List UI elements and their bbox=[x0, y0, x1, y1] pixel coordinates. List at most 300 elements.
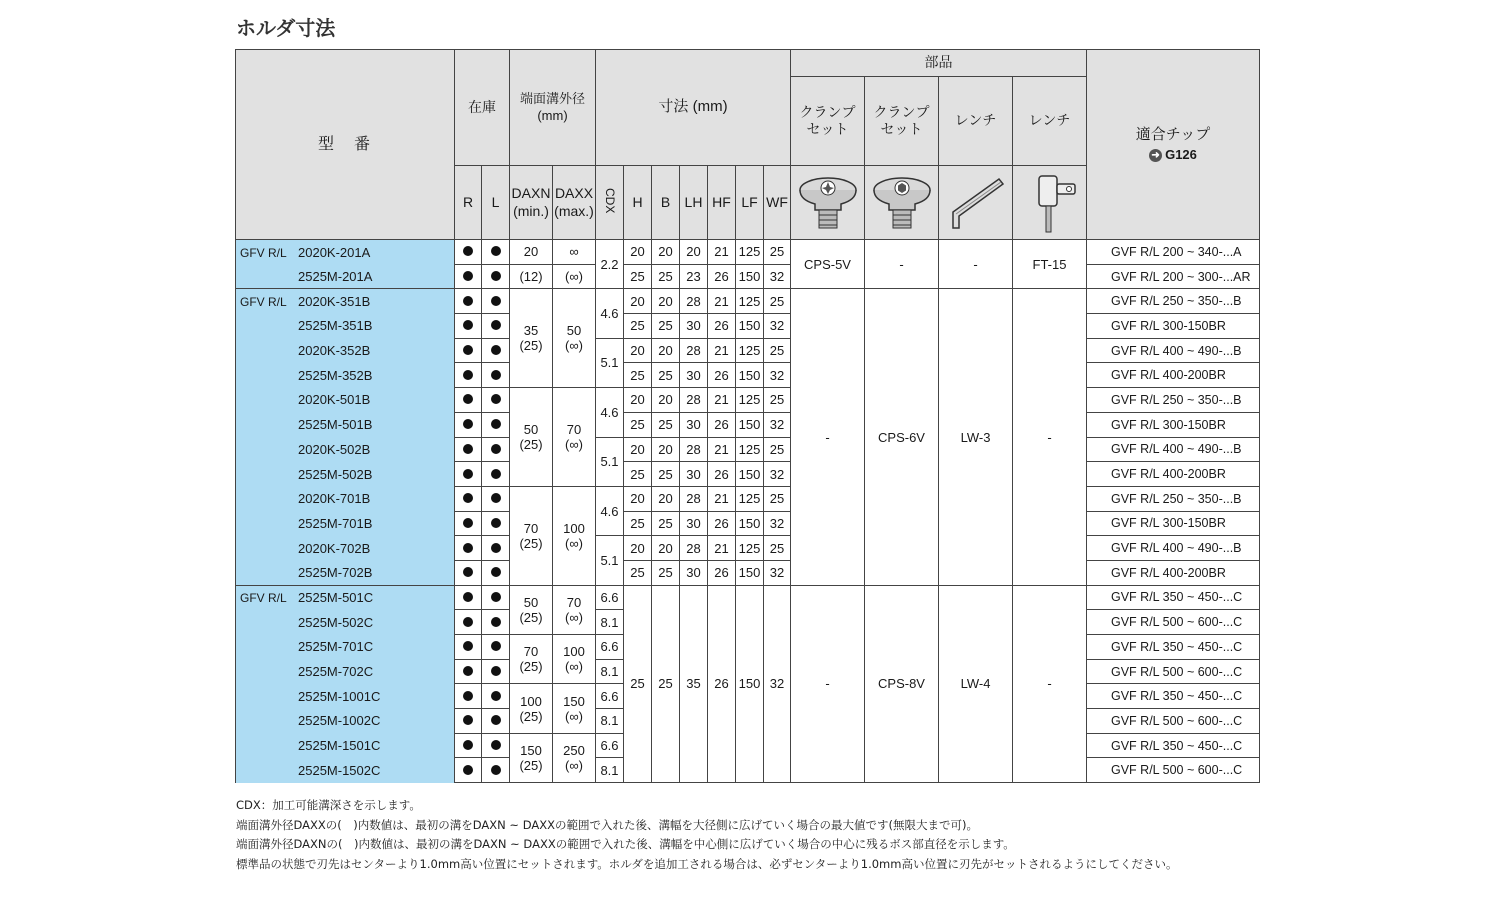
cdx-cell: 2.2 bbox=[596, 240, 624, 289]
model-cell bbox=[236, 585, 455, 610]
stock-dot-icon bbox=[463, 543, 473, 553]
stock-r bbox=[455, 264, 482, 289]
stock-l bbox=[482, 610, 510, 635]
header-daxx: DAXX (max.) bbox=[553, 166, 596, 240]
stock-l bbox=[482, 585, 510, 610]
chip-cell: GVF R/L 350 ~ 450-...C bbox=[1087, 635, 1260, 660]
stock-dot-icon bbox=[491, 543, 501, 553]
chip-cell: GVF R/L 500 ~ 600-...C bbox=[1087, 758, 1260, 783]
dim-h: 25 bbox=[624, 264, 652, 289]
wrench-1-cell: LW-4 bbox=[939, 585, 1013, 783]
daxn-cell-paren: (25) bbox=[519, 659, 543, 675]
dim-hf: 21 bbox=[708, 338, 736, 363]
stock-dot-icon bbox=[463, 271, 473, 281]
daxn-cell-value: 100 bbox=[520, 693, 542, 709]
dim-wf: 25 bbox=[764, 536, 791, 561]
dim-hf: 26 bbox=[708, 412, 736, 437]
model-code: 2525M-502B bbox=[298, 466, 373, 482]
daxx-cell-paren: (∞) bbox=[565, 609, 583, 625]
chip-cell: GVF R/L 400-200BR bbox=[1087, 363, 1260, 388]
page-title: ホルダ寸法 bbox=[236, 16, 336, 40]
table-row bbox=[236, 412, 1260, 437]
chip-cell: GVF R/L 250 ~ 350-...B bbox=[1087, 388, 1260, 413]
model-code: 2525M-1501C bbox=[298, 738, 381, 754]
model-code: 2525M-502C bbox=[298, 614, 374, 630]
stock-l bbox=[482, 314, 510, 339]
chip-cell: GVF R/L 250 ~ 350-...B bbox=[1087, 289, 1260, 314]
daxx-cell-paren: (∞) bbox=[565, 437, 583, 452]
wrench-1-cell: - bbox=[939, 240, 1013, 289]
model-code: 2525M-1001C bbox=[298, 688, 381, 704]
clamp-set-2-cell: CPS-6V bbox=[865, 289, 939, 585]
daxx-cell-value: 100 bbox=[563, 644, 585, 660]
table-row bbox=[236, 437, 1260, 462]
dim-lh: 28 bbox=[680, 388, 708, 413]
clamp-set-1-cell: - bbox=[791, 585, 865, 783]
stock-r bbox=[455, 758, 482, 783]
model-code: 2020K-702B bbox=[298, 540, 371, 556]
header-wrench-1: レンチ bbox=[939, 77, 1013, 166]
daxn-cell-value: 150 bbox=[520, 742, 542, 758]
dim-hf: 26 bbox=[708, 264, 736, 289]
model-cell bbox=[236, 289, 455, 314]
wrench-1-cell: LW-3 bbox=[939, 289, 1013, 585]
stock-r bbox=[455, 240, 482, 265]
header-chip bbox=[1087, 50, 1260, 240]
cdx-cell: 4.6 bbox=[596, 289, 624, 338]
dim-h: 20 bbox=[624, 437, 652, 462]
model-code: 2525M-702B bbox=[298, 565, 373, 581]
stock-r bbox=[455, 338, 482, 363]
dim-wf: 25 bbox=[764, 486, 791, 511]
stock-l bbox=[482, 264, 510, 289]
footnote: 端面溝外径DAXXの( )内数値は、最初の溝をDAXN ~ DAXXの範囲で入れた後、溝幅を大径側に広げていく場合の最大値です(無限大まで可)。 bbox=[236, 817, 978, 832]
stock-r bbox=[455, 733, 482, 758]
dim-h: 25 bbox=[624, 462, 652, 487]
model-code: 2020K-701B bbox=[298, 491, 371, 507]
torx-t-wrench-icon bbox=[1013, 166, 1087, 240]
stock-r bbox=[455, 635, 482, 660]
chip-cell: GVF R/L 400 ~ 490-...B bbox=[1087, 338, 1260, 363]
stock-dot-icon bbox=[463, 666, 473, 676]
dim-hf: 21 bbox=[708, 388, 736, 413]
cdx-cell: 6.6 bbox=[596, 733, 624, 758]
daxn-cell-paren: (25) bbox=[519, 535, 543, 551]
daxn-cell bbox=[510, 585, 553, 634]
cdx-cell: 8.1 bbox=[596, 659, 624, 684]
stock-l bbox=[482, 709, 510, 734]
model-code: 2525M-701B bbox=[298, 515, 373, 531]
model-cell bbox=[236, 560, 455, 585]
stock-dot-icon bbox=[491, 641, 501, 651]
model-prefix: GFV R/L bbox=[240, 294, 287, 309]
stock-dot-icon bbox=[463, 567, 473, 577]
dim-h: 20 bbox=[624, 388, 652, 413]
dim-wf: 25 bbox=[764, 388, 791, 413]
stock-r bbox=[455, 536, 482, 561]
stock-r bbox=[455, 560, 482, 585]
stock-dot-icon bbox=[491, 469, 501, 479]
chip-cell: GVF R/L 400 ~ 490-...B bbox=[1087, 437, 1260, 462]
dim-lh: 20 bbox=[680, 240, 708, 265]
dim-b: 25 bbox=[652, 412, 680, 437]
stock-dot-icon bbox=[463, 394, 473, 404]
chip-cell: GVF R/L 200 ~ 340-...A bbox=[1087, 240, 1260, 265]
header-parts: 部品 bbox=[791, 50, 1087, 77]
stock-dot-icon bbox=[491, 715, 501, 725]
wrench-2-cell: - bbox=[1013, 289, 1087, 585]
cdx-cell: 6.6 bbox=[596, 684, 624, 709]
chip-cell: GVF R/L 300-150BR bbox=[1087, 511, 1260, 536]
stock-dot-icon bbox=[491, 567, 501, 577]
dim-lf: 125 bbox=[736, 388, 764, 413]
chip-cell: GVF R/L 400-200BR bbox=[1087, 560, 1260, 585]
header-clamp-set-2: クランプ セット bbox=[865, 77, 939, 166]
model-code: 2525M-701C bbox=[298, 639, 374, 655]
table-row bbox=[236, 289, 1260, 314]
daxx-cell-paren: (∞) bbox=[565, 659, 583, 675]
model-code: 2020K-351B bbox=[298, 293, 371, 309]
stock-dot-icon bbox=[463, 419, 473, 429]
daxx-cell-value: 150 bbox=[563, 693, 585, 709]
dim-b: 25 bbox=[652, 462, 680, 487]
dim-lh: 35 bbox=[680, 585, 708, 783]
model-code: 2525M-501B bbox=[298, 417, 373, 433]
dim-hf: 26 bbox=[708, 363, 736, 388]
dim-wf: 32 bbox=[764, 363, 791, 388]
stock-dot-icon bbox=[463, 641, 473, 651]
dim-hf: 26 bbox=[708, 511, 736, 536]
daxx-cell-paren: (∞) bbox=[565, 535, 583, 551]
daxx-cell bbox=[553, 635, 596, 684]
stock-r bbox=[455, 437, 482, 462]
dim-lf: 125 bbox=[736, 486, 764, 511]
model-cell bbox=[236, 314, 455, 339]
model-cell bbox=[236, 264, 455, 289]
stock-r bbox=[455, 659, 482, 684]
model-cell bbox=[236, 536, 455, 561]
cdx-cell: 4.6 bbox=[596, 388, 624, 437]
cdx-cell: 8.1 bbox=[596, 758, 624, 783]
dim-h: 25 bbox=[624, 314, 652, 339]
dim-lh: 28 bbox=[680, 536, 708, 561]
chip-cell: GVF R/L 500 ~ 600-...C bbox=[1087, 659, 1260, 684]
stock-dot-icon bbox=[491, 345, 501, 355]
dim-lh: 30 bbox=[680, 363, 708, 388]
model-code: 2525M-351B bbox=[298, 318, 373, 334]
dim-h: 25 bbox=[624, 412, 652, 437]
model-cell bbox=[236, 363, 455, 388]
daxn-cell bbox=[510, 684, 553, 733]
daxx-cell bbox=[553, 585, 596, 634]
chip-cell: GVF R/L 250 ~ 350-...B bbox=[1087, 486, 1260, 511]
dim-b: 20 bbox=[652, 536, 680, 561]
stock-dot-icon bbox=[463, 370, 473, 380]
dim-h: 20 bbox=[624, 338, 652, 363]
chip-cell: GVF R/L 200 ~ 300-...AR bbox=[1087, 264, 1260, 289]
stock-r bbox=[455, 314, 482, 339]
model-cell bbox=[236, 610, 455, 635]
model-cell bbox=[236, 412, 455, 437]
footnote: 標準品の状態で刃先はセンターより1.0mm高い位置にセットされます。ホルダを追加工される場合は、必ずセンターより1.0mm高い位置に刃先がセットされるようにしてください。 bbox=[236, 856, 1178, 871]
stock-dot-icon bbox=[491, 271, 501, 281]
dim-lf: 150 bbox=[736, 511, 764, 536]
dim-hf: 26 bbox=[708, 462, 736, 487]
dim-wf: 32 bbox=[764, 585, 791, 783]
stock-l bbox=[482, 511, 510, 536]
dim-lh: 30 bbox=[680, 462, 708, 487]
table-row bbox=[236, 486, 1260, 511]
stock-dot-icon bbox=[491, 419, 501, 429]
model-cell bbox=[236, 511, 455, 536]
chip-cell: GVF R/L 350 ~ 450-...C bbox=[1087, 733, 1260, 758]
daxx-cell-paren: (∞) bbox=[565, 708, 583, 724]
dim-lh: 30 bbox=[680, 314, 708, 339]
dim-hf: 21 bbox=[708, 240, 736, 265]
dim-h: 20 bbox=[624, 240, 652, 265]
stock-l bbox=[482, 412, 510, 437]
stock-l bbox=[482, 338, 510, 363]
stock-l bbox=[482, 684, 510, 709]
model-cell bbox=[236, 388, 455, 413]
cdx-cell: 5.1 bbox=[596, 536, 624, 585]
dim-lh: 28 bbox=[680, 338, 708, 363]
stock-dot-icon bbox=[491, 444, 501, 454]
header-lf: LF bbox=[736, 166, 764, 240]
dim-lh: 28 bbox=[680, 486, 708, 511]
daxn-cell-paren: (25) bbox=[519, 757, 543, 773]
table-row bbox=[236, 363, 1260, 388]
stock-l bbox=[482, 462, 510, 487]
model-prefix: GFV R/L bbox=[240, 591, 287, 606]
dim-lh: 30 bbox=[680, 560, 708, 585]
dim-b: 20 bbox=[652, 338, 680, 363]
daxx-cell-value: 250 bbox=[563, 742, 585, 758]
model-cell bbox=[236, 338, 455, 363]
daxx-cell-value: 70 bbox=[566, 422, 582, 437]
cdx-cell: 8.1 bbox=[596, 709, 624, 734]
cdx-cell: 4.6 bbox=[596, 486, 624, 535]
header-stock-l: L bbox=[482, 166, 510, 240]
dim-b: 20 bbox=[652, 486, 680, 511]
chip-cell: GVF R/L 350 ~ 450-...C bbox=[1087, 684, 1260, 709]
daxn-cell bbox=[510, 635, 553, 684]
daxn-cell: (12) bbox=[510, 264, 553, 289]
stock-dot-icon bbox=[491, 518, 501, 528]
dim-lh: 28 bbox=[680, 289, 708, 314]
dim-b: 20 bbox=[652, 240, 680, 265]
daxx-cell-paren: (∞) bbox=[565, 757, 583, 773]
dim-hf: 26 bbox=[708, 585, 736, 783]
stock-dot-icon bbox=[491, 691, 501, 701]
table-row bbox=[236, 511, 1260, 536]
stock-dot-icon bbox=[491, 296, 501, 306]
header-daxn: DAXN (min.) bbox=[510, 166, 553, 240]
stock-r bbox=[455, 289, 482, 314]
table-body bbox=[236, 240, 1260, 783]
daxn-cell bbox=[510, 388, 553, 487]
dim-wf: 32 bbox=[764, 462, 791, 487]
header-hf: HF bbox=[708, 166, 736, 240]
model-code: 2525M-702C bbox=[298, 664, 374, 680]
daxn-cell-value: 50 bbox=[523, 422, 539, 437]
daxn-cell-paren: (25) bbox=[519, 708, 543, 724]
dim-b: 25 bbox=[652, 585, 680, 783]
table-row bbox=[236, 314, 1260, 339]
stock-l bbox=[482, 758, 510, 783]
hex-key-wrench-icon bbox=[939, 166, 1013, 240]
table-row bbox=[236, 338, 1260, 363]
header-stock: 在庫 bbox=[455, 50, 510, 166]
daxx-cell-value: 70 bbox=[566, 594, 582, 610]
dim-lf: 150 bbox=[736, 560, 764, 585]
chip-ref[interactable] bbox=[1087, 147, 1259, 163]
cdx-cell: 8.1 bbox=[596, 610, 624, 635]
model-code: 2020K-501B bbox=[298, 392, 371, 408]
dim-wf: 32 bbox=[764, 264, 791, 289]
stock-l bbox=[482, 388, 510, 413]
stock-r bbox=[455, 363, 482, 388]
dim-hf: 21 bbox=[708, 486, 736, 511]
dim-h: 25 bbox=[624, 363, 652, 388]
clamp-set-hex-icon bbox=[865, 166, 939, 240]
model-code: 2525M-501C bbox=[298, 590, 374, 606]
cdx-cell: 6.6 bbox=[596, 635, 624, 660]
dim-lf: 150 bbox=[736, 585, 764, 783]
cdx-cell: 5.1 bbox=[596, 437, 624, 486]
model-code: 2020K-352B bbox=[298, 343, 371, 359]
model-cell bbox=[236, 240, 455, 265]
holder-dimension-table bbox=[235, 49, 1260, 783]
stock-dot-icon bbox=[463, 518, 473, 528]
model-code: 2020K-201A bbox=[298, 244, 371, 260]
stock-dot-icon bbox=[491, 666, 501, 676]
dim-lf: 125 bbox=[736, 437, 764, 462]
dim-b: 25 bbox=[652, 363, 680, 388]
daxn-cell-value: 70 bbox=[523, 644, 539, 660]
chip-cell: GVF R/L 400-200BR bbox=[1087, 462, 1260, 487]
daxx-cell-paren: (∞) bbox=[565, 338, 583, 354]
header-h: H bbox=[624, 166, 652, 240]
daxx-cell-value: 100 bbox=[563, 520, 585, 536]
daxx-cell-value: 50 bbox=[566, 323, 582, 339]
clamp-set-torx-icon bbox=[791, 166, 865, 240]
stock-r bbox=[455, 412, 482, 437]
dim-wf: 32 bbox=[764, 412, 791, 437]
daxx-cell: (∞) bbox=[553, 264, 596, 289]
daxx-cell: ∞ bbox=[553, 240, 596, 265]
daxn-cell-value: 70 bbox=[523, 520, 539, 536]
dim-h: 20 bbox=[624, 486, 652, 511]
stock-dot-icon bbox=[463, 246, 473, 256]
dim-hf: 21 bbox=[708, 437, 736, 462]
cdx-cell: 6.6 bbox=[596, 585, 624, 610]
dim-wf: 32 bbox=[764, 560, 791, 585]
dim-wf: 25 bbox=[764, 338, 791, 363]
header-stock-r: R bbox=[455, 166, 482, 240]
daxn-cell bbox=[510, 289, 553, 388]
dim-h: 20 bbox=[624, 289, 652, 314]
stock-l bbox=[482, 486, 510, 511]
header-lh: LH bbox=[680, 166, 708, 240]
dim-b: 25 bbox=[652, 511, 680, 536]
dim-b: 20 bbox=[652, 289, 680, 314]
model-cell bbox=[236, 709, 455, 734]
dim-lf: 150 bbox=[736, 412, 764, 437]
header-cdx bbox=[596, 166, 624, 240]
chip-header-label: 適合チップ bbox=[1135, 125, 1211, 143]
dim-lf: 125 bbox=[736, 536, 764, 561]
model-cell bbox=[236, 437, 455, 462]
daxx-cell bbox=[553, 486, 596, 585]
cdx-cell: 5.1 bbox=[596, 338, 624, 387]
stock-r bbox=[455, 511, 482, 536]
stock-r bbox=[455, 610, 482, 635]
dim-lf: 150 bbox=[736, 264, 764, 289]
daxn-cell-value: 50 bbox=[523, 594, 539, 610]
daxn-cell bbox=[510, 486, 553, 585]
stock-dot-icon bbox=[463, 691, 473, 701]
daxn-cell-paren: (25) bbox=[519, 338, 543, 354]
header-wf: WF bbox=[764, 166, 791, 240]
stock-dot-icon bbox=[491, 617, 501, 627]
dim-hf: 26 bbox=[708, 560, 736, 585]
header-groove-dia: 端面溝外径 (mm) bbox=[510, 50, 596, 166]
dim-wf: 32 bbox=[764, 314, 791, 339]
stock-dot-icon bbox=[463, 715, 473, 725]
stock-dot-icon bbox=[463, 469, 473, 479]
dim-b: 25 bbox=[652, 314, 680, 339]
dim-hf: 21 bbox=[708, 289, 736, 314]
dim-h: 25 bbox=[624, 585, 652, 783]
stock-dot-icon bbox=[491, 592, 501, 602]
dim-h: 25 bbox=[624, 560, 652, 585]
table-row bbox=[236, 264, 1260, 289]
dim-lf: 150 bbox=[736, 462, 764, 487]
stock-dot-icon bbox=[463, 740, 473, 750]
dim-b: 25 bbox=[652, 264, 680, 289]
daxn-cell-paren: (25) bbox=[519, 609, 543, 625]
stock-l bbox=[482, 536, 510, 561]
dim-lf: 150 bbox=[736, 363, 764, 388]
stock-dot-icon bbox=[463, 345, 473, 355]
stock-dot-icon bbox=[491, 394, 501, 404]
stock-dot-icon bbox=[463, 765, 473, 775]
stock-r bbox=[455, 388, 482, 413]
stock-dot-icon bbox=[463, 617, 473, 627]
stock-dot-icon bbox=[491, 370, 501, 380]
model-code: 2525M-1002C bbox=[298, 713, 381, 729]
dim-lf: 125 bbox=[736, 289, 764, 314]
stock-dot-icon bbox=[491, 246, 501, 256]
footnote: 端面溝外径DAXNの( )内数値は、最初の溝をDAXN ~ DAXXの範囲で入れた後、溝幅を中心側に広げていく場合の中心に残るボス部直径を示します。 bbox=[236, 837, 1015, 852]
model-cell bbox=[236, 486, 455, 511]
footnote: CDX：加工可能溝深さを示します。 bbox=[236, 798, 421, 812]
header-clamp-set-1: クランプ セット bbox=[791, 77, 865, 166]
stock-dot-icon bbox=[463, 444, 473, 454]
arrow-right-circle-icon: ➜ bbox=[1149, 149, 1162, 162]
model-cell bbox=[236, 462, 455, 487]
model-code: 2525M-352B bbox=[298, 367, 373, 383]
stock-r bbox=[455, 462, 482, 487]
stock-dot-icon bbox=[491, 740, 501, 750]
stock-l bbox=[482, 560, 510, 585]
stock-l bbox=[482, 635, 510, 660]
dim-lf: 125 bbox=[736, 338, 764, 363]
stock-l bbox=[482, 659, 510, 684]
clamp-set-1-cell: CPS-5V bbox=[791, 240, 865, 289]
header-wrench-2: レンチ bbox=[1013, 77, 1087, 166]
